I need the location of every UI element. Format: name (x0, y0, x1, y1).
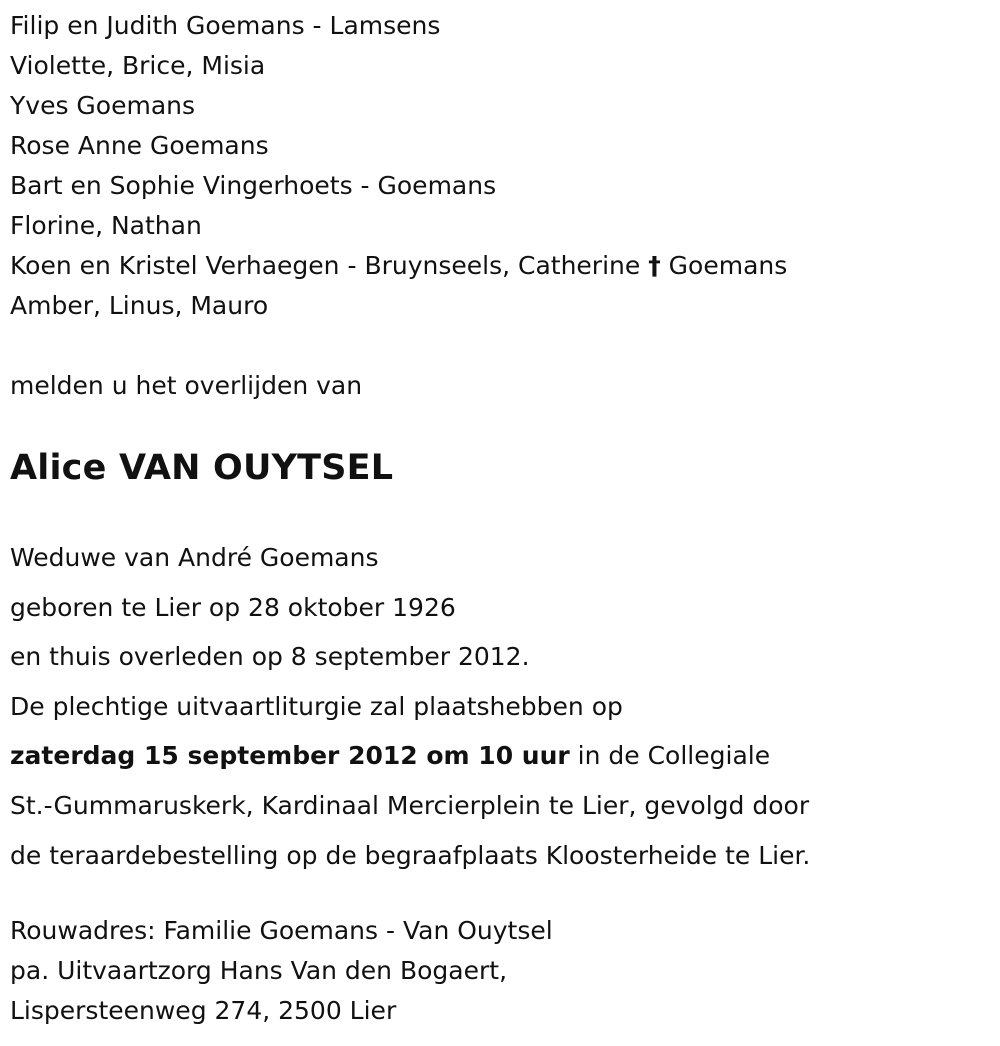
family-line-with-cross (10, 246, 990, 286)
address-line: pa. Uitvaartzorg Hans Van den Bogaert, (10, 956, 508, 986)
announcement-text: melden u het overlijden van (10, 371, 363, 400)
cross-icon: † (648, 251, 661, 280)
liturgy-date-rest: in de Collegiale (569, 741, 771, 771)
family-line: Amber, Linus, Mauro (10, 291, 269, 320)
mourning-address (10, 911, 990, 1031)
family-line: Filip en Judith Goemans - Lamsens (10, 11, 441, 40)
family-line: Rose Anne Goemans (10, 131, 269, 160)
family-line: Yves Goemans (10, 91, 196, 120)
burial-line: de teraardebestelling op de begraafplaats Kloosterheide te Lier. (10, 840, 811, 870)
liturgy-date-bold: zaterdag 15 september 2012 om 10 uur (10, 741, 570, 771)
family-line: Violette, Brice, Misia (10, 51, 266, 80)
liturgy-intro-line: De plechtige uitvaartliturgie zal plaatshebben op (10, 691, 623, 721)
family-line: Bart en Sophie Vingerhoets - Goemans (10, 171, 497, 200)
obituary-notice (10, 0, 990, 1031)
address-line: Lispersteenweg 274, 2500 Lier (10, 996, 397, 1026)
family-line: Florine, Nathan (10, 211, 202, 240)
death-line: en thuis overleden op 8 september 2012. (10, 642, 530, 672)
birth-line: geboren te Lier op 28 oktober 1926 (10, 592, 456, 622)
family-line-text-before: Koen en Kristel Verhaegen - Bruynseels, Catherine (10, 251, 649, 280)
deceased-name: Alice VAN OUYTSEL (10, 448, 394, 488)
address-line: Rouwadres: Familie Goemans - Van Ouytsel (10, 916, 553, 946)
liturgy-date-line (10, 731, 990, 781)
family-line-text-after: Goemans (660, 251, 788, 280)
church-line: St.-Gummaruskerk, Kardinaal Mercierplein te Lier, gevolgd door (10, 790, 810, 820)
widow-of-line: Weduwe van André Goemans (10, 543, 379, 572)
obituary-details (10, 533, 990, 880)
family-list (10, 6, 990, 326)
